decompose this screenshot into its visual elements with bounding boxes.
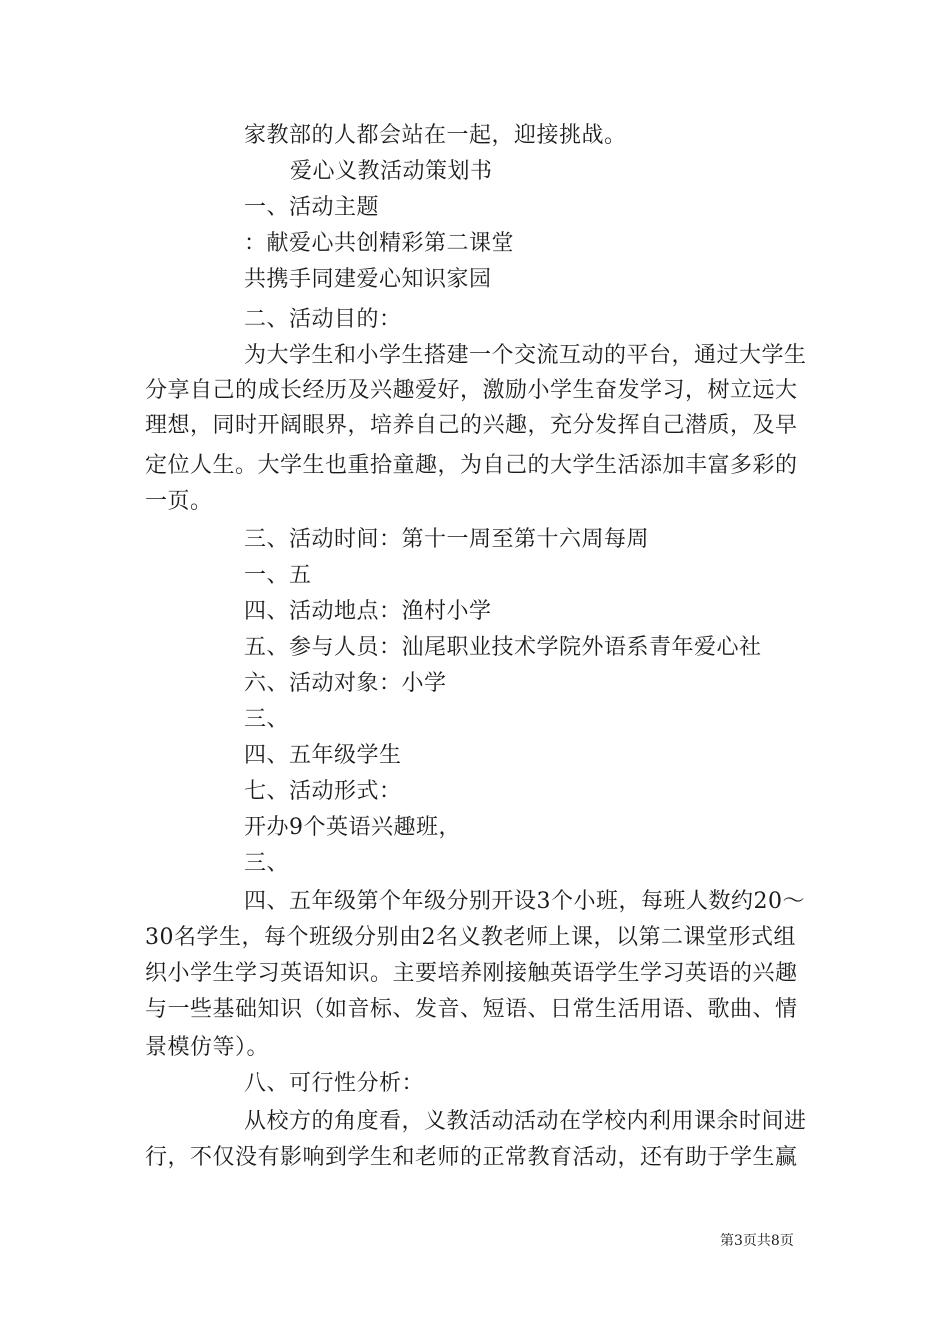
heading-line: 七、活动形式： bbox=[244, 779, 402, 804]
paragraph-line: 行，不仅没有影响到学生和老师的正常教育活动，还有助于学生赢 bbox=[145, 1145, 798, 1170]
paragraph-line: 六、活动对象：小学 bbox=[244, 671, 447, 696]
paragraph-line: 四、活动地点：渔村小学 bbox=[244, 599, 492, 624]
paragraph-line: 理想，同时开阔眼界，培养自己的兴趣，充分发挥自己潜质，及早 bbox=[145, 413, 798, 438]
paragraph-line: 四、五年级学生 bbox=[244, 743, 402, 768]
paragraph-line: 三、 bbox=[244, 707, 290, 732]
page-number-footer: 第3页共8页 bbox=[720, 1233, 794, 1249]
paragraph-line: 一、五 bbox=[244, 563, 312, 588]
paragraph-line: 四、五年级第个年级分别开设3个小班，每班人数约20～ bbox=[244, 889, 805, 914]
paragraph-line: 景模仿等）。 bbox=[145, 1035, 270, 1060]
paragraph-line: 共携手同建爱心知识家园 bbox=[244, 267, 492, 292]
paragraph-line: ：献爱心共创精彩第二课堂 bbox=[244, 231, 515, 256]
paragraph-line: 开办9个英语兴趣班， bbox=[244, 815, 461, 840]
paragraph-line: 织小学生学习英语知识。主要培养刚接触英语学生学习英语的兴趣 bbox=[145, 961, 798, 986]
paragraph-line: 30名学生，每个班级分别由2名义教老师上课，以第二课堂形式组 bbox=[145, 925, 796, 950]
paragraph-line: 分享自己的成长经历及兴趣爱好，激励小学生奋发学习，树立远大 bbox=[145, 378, 798, 403]
paragraph-line: 五、参与人员：汕尾职业技术学院外语系青年爱心社 bbox=[244, 635, 762, 660]
paragraph-line: 与一些基础知识（如音标、发音、短语、日常生活用语、歌曲、情 bbox=[145, 997, 798, 1022]
paragraph-line: 从校方的角度看，义教活动活动在学校内利用课余时间进 bbox=[244, 1109, 807, 1134]
heading-line: 二、活动目的： bbox=[244, 307, 402, 332]
paragraph-line: 为大学生和小学生搭建一个交流互动的平台，通过大学生 bbox=[244, 343, 807, 368]
paragraph-line: 家教部的人都会站在一起，迎接挑战。 bbox=[244, 123, 627, 148]
paragraph-line: 三、 bbox=[244, 851, 290, 876]
section-title: 爱心义教活动策划书 bbox=[290, 159, 493, 184]
heading-line: 一、活动主题 bbox=[244, 195, 380, 220]
paragraph-line: 定位人生。大学生也重拾童趣，为自己的大学生活添加丰富多彩的 bbox=[145, 453, 798, 478]
heading-line: 八、可行性分析： bbox=[244, 1071, 425, 1096]
paragraph-line: 三、活动时间：第十一周至第十六周每周 bbox=[244, 527, 650, 552]
paragraph-line: 一页。 bbox=[145, 489, 213, 514]
